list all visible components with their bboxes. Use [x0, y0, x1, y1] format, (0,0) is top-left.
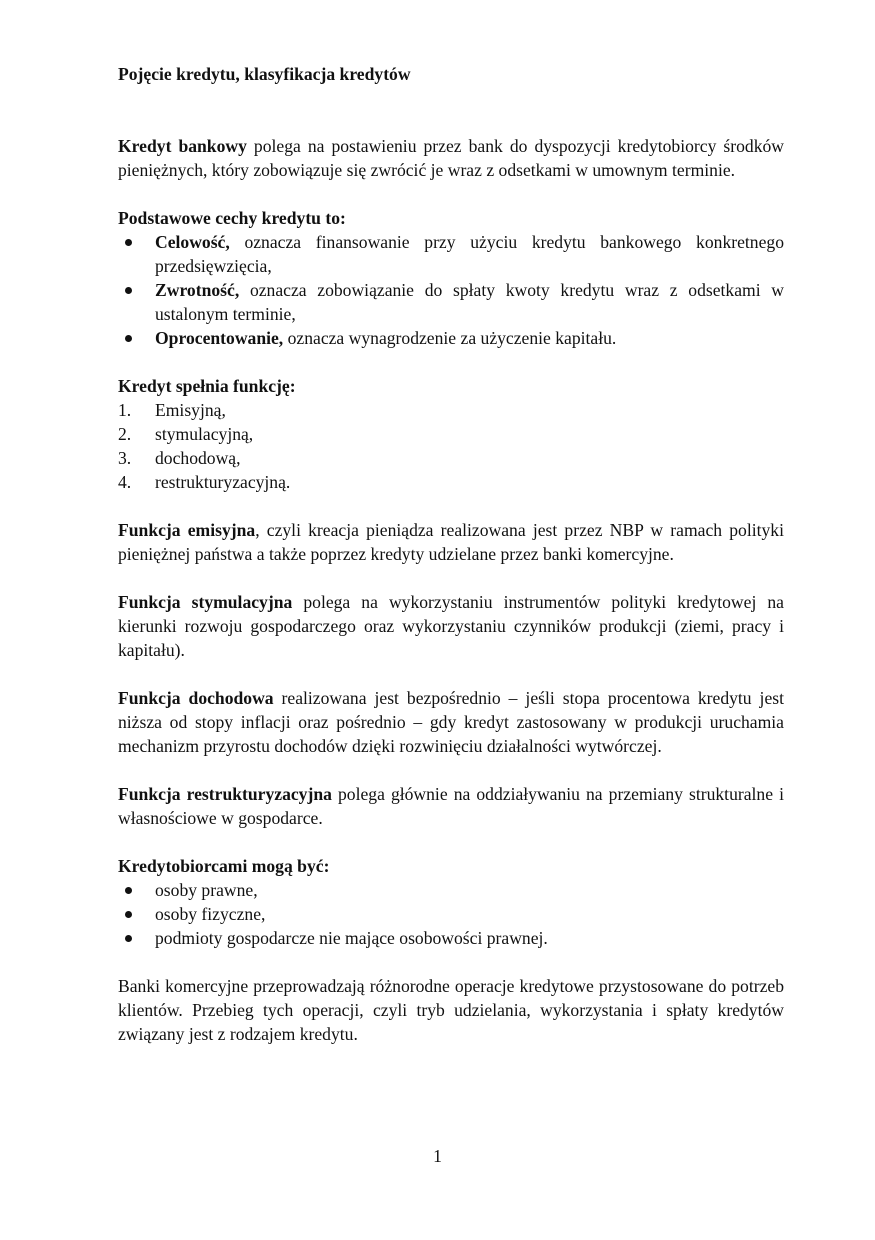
list-item [118, 422, 784, 446]
list-item [118, 470, 784, 494]
function-name: stymulacyjną, [155, 424, 254, 444]
features-list [118, 230, 784, 350]
feature-text: oznacza finansowanie przy użyciu kredytu bankowego konkretnego przedsięwzięcia, [155, 232, 784, 276]
list-item [118, 278, 784, 326]
bullet-icon [118, 230, 138, 254]
emission-paragraph [118, 518, 784, 566]
income-term: Funkcja dochodowa [118, 688, 274, 708]
bullet-icon [118, 902, 138, 926]
borrower-type: podmioty gospodarcze nie mające osobowości prawnej. [155, 928, 548, 948]
list-number: 4. [118, 472, 132, 492]
feature-term: Celowość, [155, 232, 230, 252]
list-item [118, 230, 784, 278]
restructuring-text: polega głównie na oddziaływaniu na przemiany strukturalne i własnościowe w gospodarce. [118, 784, 784, 828]
bullet-icon [118, 878, 138, 902]
feature-term: Zwrotność, [155, 280, 240, 300]
bullet-icon [118, 326, 138, 350]
document-title: Pojęcie kredytu, klasyfikacja kredytów [118, 64, 411, 84]
list-item [118, 326, 784, 350]
feature-text: oznacza zobowiązanie do spłaty kwoty kredytu wraz z odsetkami w ustalonym terminie, [155, 280, 784, 324]
borrowers-heading-text: Kredytobiorcami mogą być: [118, 856, 330, 876]
function-name: dochodową, [155, 448, 241, 468]
closing-paragraph: Banki komercyjne przeprowadzają różnorodne operacje kredytowe przystosowane do potrzeb klientów. Przebieg tych operacji, czyli tryb udzielania, wykorzystania i spłaty kredytów związany jest z rodzajem kredytu. [118, 976, 784, 1044]
function-name: restrukturyzacyjną. [155, 472, 291, 492]
features-heading-text: Podstawowe cechy kredytu to: [118, 208, 346, 228]
intro-text: polega na postawieniu przez bank do dyspozycji kredytobiorcy środków pieniężnych, który zobowiązuje się zwrócić je wraz z odsetkami w umownym terminie. [118, 136, 784, 180]
functions-list [118, 398, 784, 494]
intro-term: Kredyt bankowy [118, 136, 247, 156]
borrowers-list [118, 878, 784, 950]
restructuring-term: Funkcja restrukturyzacyjna [118, 784, 332, 804]
page-number: 1 [433, 1146, 442, 1166]
income-paragraph [118, 686, 784, 758]
document-page [118, 62, 784, 1046]
feature-term: Oprocentowanie, [155, 328, 284, 348]
functions-heading-text: Kredyt spełnia funkcję: [118, 376, 296, 396]
list-number: 2. [118, 424, 132, 444]
list-number: 1. [118, 400, 132, 420]
emission-text: , czyli kreacja pieniądza realizowana jest przez NBP w ramach polityki pieniężnej państwa a także poprzez kredyty udzielane przez banki komercyjne. [118, 520, 784, 564]
list-number: 3. [118, 448, 132, 468]
borrowers-heading [118, 854, 784, 878]
function-name: Emisyjną, [155, 400, 226, 420]
bullet-icon [118, 926, 138, 950]
feature-text: oznacza wynagrodzenie za użyczenie kapitału. [283, 328, 617, 348]
list-item [118, 902, 784, 926]
functions-heading [118, 374, 784, 398]
features-heading [118, 206, 784, 230]
intro-paragraph [118, 134, 784, 182]
stimulation-paragraph [118, 590, 784, 662]
list-item [118, 398, 784, 422]
bullet-icon [118, 278, 138, 302]
list-item [118, 878, 784, 902]
restructuring-paragraph [118, 782, 784, 830]
stimulation-term: Funkcja stymulacyjna [118, 592, 293, 612]
list-item [118, 446, 784, 470]
income-text: realizowana jest bezpośrednio – jeśli stopa procentowa kredytu jest niższa od stopy inflacji oraz pośrednio – gdy kredyt zastosowany w produkcji uruchamia mechanizm przyrostu dochodów dzięki rozwinięciu działalności wytwórczej. [118, 688, 784, 756]
borrower-type: osoby fizyczne, [155, 904, 266, 924]
emission-term: Funkcja emisyjna [118, 520, 256, 540]
borrower-type: osoby prawne, [155, 880, 258, 900]
stimulation-text: polega na wykorzystaniu instrumentów polityki kredytowej na kierunki rozwoju gospodarczego oraz wykorzystaniu czynników produkcji (ziemi, pracy i kapitału). [118, 592, 784, 660]
list-item [118, 926, 784, 950]
